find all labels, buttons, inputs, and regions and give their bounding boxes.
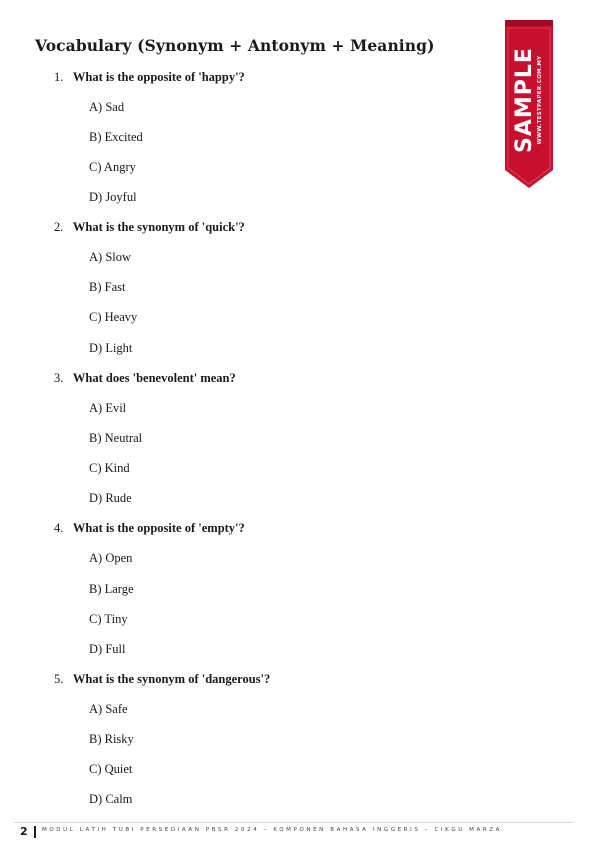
option-2a: A) Slow: [89, 250, 132, 264]
question-1: [54, 70, 245, 85]
question-3: [54, 371, 236, 386]
question-text: What does 'benevolent' mean?: [72, 371, 236, 385]
footer-divider: [14, 822, 574, 823]
option-1b: B) Excited: [89, 130, 143, 144]
question-number: 2.: [54, 220, 64, 234]
option-2c: C) Heavy: [89, 310, 138, 324]
question-text: What is the opposite of 'empty'?: [72, 521, 245, 535]
question-number: 4.: [54, 521, 64, 535]
question-4: [54, 521, 245, 536]
question-5: [54, 672, 270, 687]
question-text: What is the synonym of 'dangerous'?: [72, 672, 271, 686]
footer-text: MODUL LATIH TUBI PERSEDIAAN PBSR 2024 – KOMPONEN BAHASA INGGERIS – CIKGU MARZA: [42, 827, 503, 833]
option-5d: D) Calm: [89, 792, 133, 806]
option-2b: B) Fast: [89, 280, 126, 294]
option-2d: D) Light: [89, 341, 133, 355]
option-1a: A) Sad: [89, 100, 125, 114]
option-5b: B) Risky: [89, 732, 134, 746]
ribbon-url: WWW.TESTPAPER.COM.MY: [537, 55, 543, 145]
option-4b: B) Large: [89, 582, 134, 596]
question-2: [54, 220, 245, 235]
option-3a: A) Evil: [89, 401, 127, 415]
page-title: Vocabulary (Synonym + Antonym + Meaning): [35, 36, 435, 55]
option-5c: C) Quiet: [89, 762, 133, 776]
option-4a: A) Open: [89, 551, 133, 565]
option-5a: A) Safe: [89, 702, 128, 716]
ribbon-label: SAMPLE: [512, 47, 537, 153]
option-1d: D) Joyful: [89, 190, 137, 204]
footer-bar: [34, 826, 36, 838]
ribbon-text: [514, 47, 544, 153]
option-4d: D) Full: [89, 642, 126, 656]
sample-ribbon: [505, 20, 553, 188]
question-number: 1.: [54, 70, 64, 84]
option-3b: B) Neutral: [89, 431, 143, 445]
option-3d: D) Rude: [89, 491, 132, 505]
option-1c: C) Angry: [89, 160, 136, 174]
question-number: 5.: [54, 672, 64, 686]
question-text: What is the opposite of 'happy'?: [72, 70, 245, 84]
option-4c: C) Tiny: [89, 612, 128, 626]
page-footer: [20, 825, 580, 841]
question-text: What is the synonym of 'quick'?: [72, 220, 245, 234]
option-3c: C) Kind: [89, 461, 130, 475]
question-number: 3.: [54, 371, 64, 385]
page-number: 2: [20, 825, 28, 838]
